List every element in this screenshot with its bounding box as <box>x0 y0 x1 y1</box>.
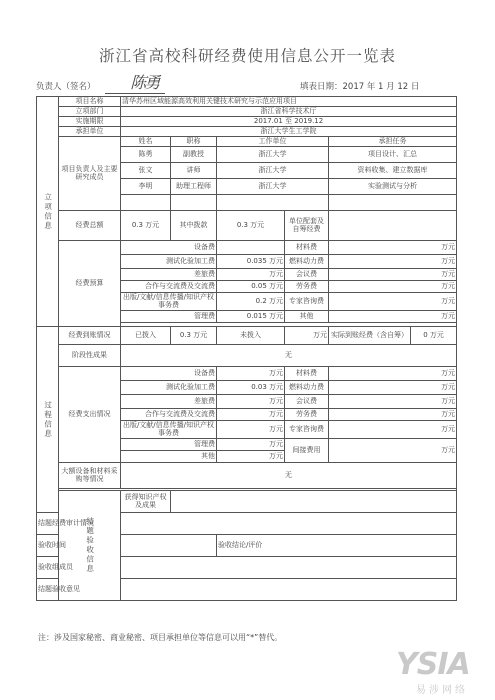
spend-item: 合作与交流费及交流费 <box>121 409 217 421</box>
spend-value: 万元 <box>217 451 285 463</box>
final-value: 验收结论/评价 <box>217 535 457 557</box>
budget-value: 万元 <box>329 255 457 269</box>
member-unit: 浙江大学 <box>217 147 329 163</box>
arrival-b-label: 未拨入 <box>217 327 285 345</box>
spend-item: 出版/文献/信息传播/知识产权事务费 <box>121 421 217 439</box>
funding-self-label: 单位配套及自筹经费 <box>285 211 329 241</box>
spend-value: 万元 <box>329 395 457 409</box>
major-value: 无 <box>121 463 457 489</box>
budget-item: 材料费 <box>285 241 329 255</box>
arrival-b: 万元 <box>285 327 329 345</box>
members-header: 工作单位 <box>217 137 329 147</box>
funding-src-label: 其中拨款 <box>171 211 217 241</box>
funding-label: 经费总额 <box>59 211 121 241</box>
final-value <box>171 491 457 513</box>
signature-line <box>105 93 165 94</box>
member-unit: 浙江大学 <box>217 179 329 195</box>
member-unit <box>217 195 329 211</box>
members-header: 承担任务 <box>329 137 457 147</box>
final-value <box>121 579 457 601</box>
spend-item: 设备费 <box>121 367 217 381</box>
member-name: 张文 <box>121 163 171 179</box>
spend-value: 万元 <box>329 439 457 463</box>
spend-value: 0.03 万元 <box>217 381 285 395</box>
spend-item: 专家咨询费 <box>285 421 329 439</box>
member-unit: 浙江大学 <box>217 163 329 179</box>
member-title: 助理工程师 <box>171 179 217 195</box>
watermark-logo <box>396 647 488 695</box>
member-task: 资料收集、建立数据库 <box>329 163 457 179</box>
spend-item: 燃料动力费 <box>285 381 329 395</box>
row-label: 项目名称 <box>59 97 121 107</box>
budget-value: 万元 <box>329 311 457 323</box>
spend-item: 材料费 <box>285 367 329 381</box>
budget-item: 燃料动力费 <box>285 255 329 269</box>
watermark-subtext: 易涉网络 <box>416 685 468 696</box>
member-title: 副教授 <box>171 147 217 163</box>
spend-item: 管理费 <box>121 439 217 451</box>
arrival-a-label: 已拨入 <box>121 327 171 345</box>
final-value <box>121 513 457 535</box>
member-title: 讲师 <box>171 163 217 179</box>
section-basic: 立项信息 <box>37 97 59 327</box>
members-header: 姓名 <box>121 137 171 147</box>
budget-item: 测试化验加工费 <box>121 255 217 269</box>
budget-value: 万元 <box>329 293 457 311</box>
footer-note: 注：涉及国家秘密、商业秘密、项目承担单位等信息可以用“*”替代。 <box>38 633 283 642</box>
budget-item: 管理费 <box>121 311 217 323</box>
arrival-a: 0.3 万元 <box>171 327 217 345</box>
watermark-text: YSIA <box>396 647 470 682</box>
member-name: 陈勇 <box>121 147 171 163</box>
budget-label: 经费预算 <box>59 241 121 327</box>
budget-value: 万元 <box>217 269 285 281</box>
spend-item: 间接费用 <box>285 439 329 463</box>
project-period: 2017.01 至 2019.12 <box>121 117 457 127</box>
members-label: 项目负责人及主要研究成员 <box>59 137 121 211</box>
member-task: 实验测试与分析 <box>329 179 457 195</box>
spend-value: 万元 <box>217 421 285 439</box>
stage-label: 阶段性成果 <box>59 345 121 367</box>
budget-value: 0.05 万元 <box>217 281 285 293</box>
info-table <box>36 96 457 601</box>
funding-src: 0.3 万元 <box>217 211 285 241</box>
final-value <box>121 535 217 557</box>
stage-value: 无 <box>121 345 457 367</box>
member-name: 李明 <box>121 179 171 195</box>
final-label: 获得知识产权及成果 <box>121 491 171 513</box>
project-dept: 浙江省科学技术厅 <box>121 107 457 117</box>
budget-item: 劳务费 <box>285 281 329 293</box>
spend-value: 万元 <box>329 367 457 381</box>
funding-total: 0.3 万元 <box>121 211 171 241</box>
project-unit: 浙江大学生工学院 <box>121 127 457 137</box>
funding-self <box>329 211 457 241</box>
final-label: 验收时间 <box>37 535 59 557</box>
responsible-label: 负责人（签名） <box>36 82 96 92</box>
budget-item: 合作与交流费及交流费 <box>121 281 217 293</box>
spend-value: 万元 <box>217 439 285 451</box>
budget-item: 会议费 <box>285 269 329 281</box>
row-label: 实施期限 <box>59 117 121 127</box>
budget-value: 0.2 万元 <box>217 293 285 311</box>
spend-value: 万元 <box>217 409 285 421</box>
document-title: 浙江省高校科研经费使用信息公开一览表 <box>98 47 396 65</box>
budget-item: 差旅费 <box>121 269 217 281</box>
spend-item: 差旅费 <box>121 395 217 409</box>
budget-value: 0.035 万元 <box>217 255 285 269</box>
final-label: 结题经费审计情况 <box>37 513 59 535</box>
section-final: 结题验收信息 <box>59 491 121 601</box>
spend-value: 万元 <box>329 409 457 421</box>
budget-item: 设备费 <box>121 241 217 255</box>
section-progress: 过程信息 <box>37 327 59 513</box>
final-label: 验收组成员 <box>37 557 59 579</box>
spend-item: 劳务费 <box>285 409 329 421</box>
budget-value: 万元 <box>329 269 457 281</box>
budget-value: 万元 <box>329 281 457 293</box>
fill-date: 填表日期：2017 年 1 月 12 日 <box>300 82 420 92</box>
arrival-c-label: 实际到账经费（含自筹） <box>329 327 411 345</box>
final-value <box>121 557 457 579</box>
budget-item: 其他 <box>285 311 329 323</box>
spend-item: 其他 <box>121 451 217 463</box>
spend-value: 万元 <box>329 381 457 395</box>
major-label: 大额设备和材料采购等情况 <box>59 463 121 489</box>
member-task <box>329 195 457 211</box>
member-task: 项目设计、汇总 <box>329 147 457 163</box>
budget-item: 出版/文献/信息传播/知识产权事务费 <box>121 293 217 311</box>
spend-value: 万元 <box>217 367 285 381</box>
members-header: 职称 <box>171 137 217 147</box>
member-name <box>121 195 171 211</box>
row-label: 立项部门 <box>59 107 121 117</box>
row-label: 承担单位 <box>59 127 121 137</box>
member-title <box>171 195 217 211</box>
project-name: 清华苏州区域能源高效利用关键技术研究与示范应用项目 <box>121 97 457 107</box>
spend-label: 经费支出情况 <box>59 367 121 463</box>
signature: 陈勇 <box>129 73 163 92</box>
spend-value: 万元 <box>329 421 457 439</box>
final-label: 结题验收意见 <box>37 579 59 601</box>
arrival-label: 经费到账情况 <box>59 327 121 345</box>
spend-value: 万元 <box>217 395 285 409</box>
budget-value: 0.015 万元 <box>217 311 285 323</box>
budget-item: 专家咨询费 <box>285 293 329 311</box>
arrival-c: 0 万元 <box>411 327 457 345</box>
spend-item: 会议费 <box>285 395 329 409</box>
budget-value <box>217 241 285 255</box>
spend-item: 测试化验加工费 <box>121 381 217 395</box>
budget-value: 万元 <box>329 241 457 255</box>
